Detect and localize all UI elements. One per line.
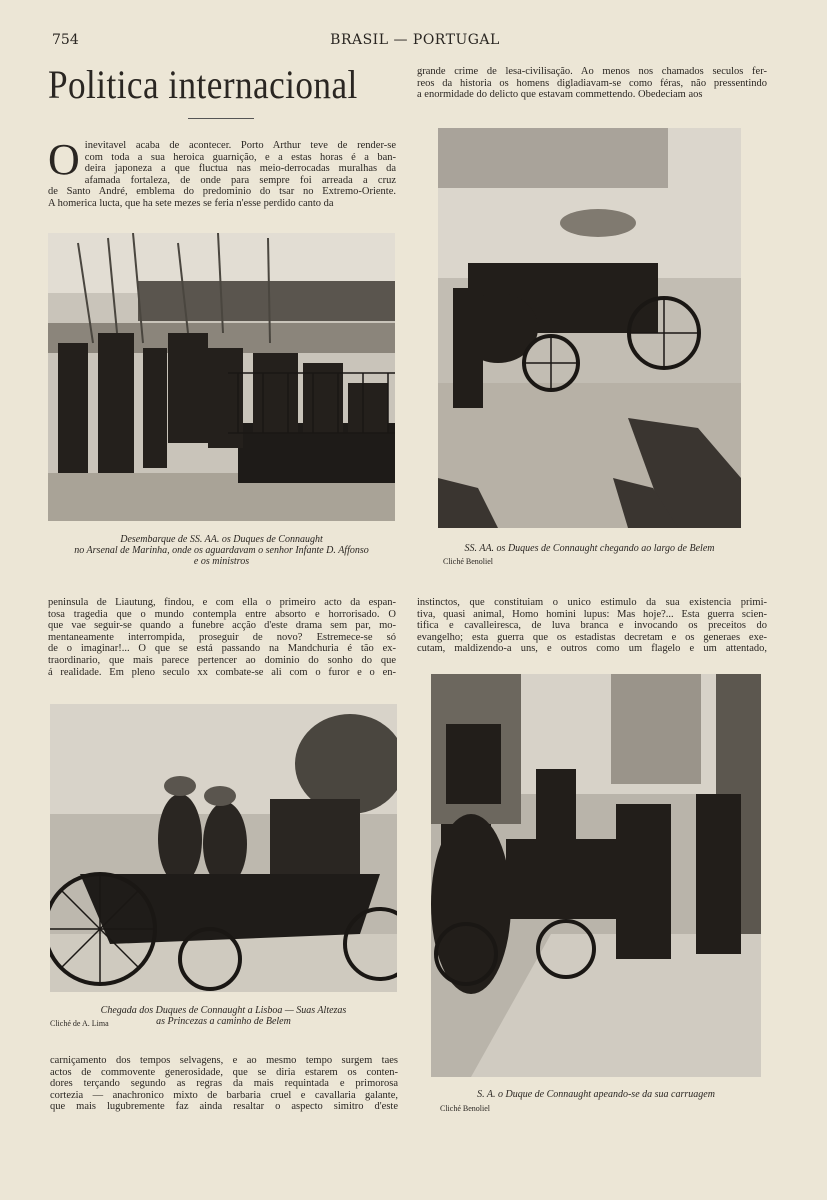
text-line: cortezia — anachronico mixto de barbaria cruel e cavallaria galante,	[50, 1089, 398, 1101]
text-line: que mais lugubremente faz ainda resaltar o aspecto simitro d'este	[50, 1101, 398, 1113]
article-title: Politica internacional	[48, 62, 358, 107]
text-line: grande crime de lesa-civilisação. Ao menos nos chamados seculos fer-	[417, 66, 767, 77]
caption-line: as Princezas a caminho de Belem	[156, 1016, 291, 1027]
text-line: dores terçando segundo as regras da mais requintada e primorosa	[50, 1078, 398, 1090]
text-line: instinctos, que constituiam o unico estimulo da sua existencia primi-	[417, 597, 767, 608]
photo-belem-carriage	[438, 128, 741, 528]
text-line: deira japoneza a que fluctua nas meio-derrocadas muralhas da	[84, 163, 396, 175]
text-line: de o imaginar!... O que se está passando na Mandchuria é tão ex-	[48, 643, 396, 655]
intro-paragraph	[48, 135, 396, 210]
text-line: com toda a sua heroica guarnição, e a estas horas é a ban-	[84, 151, 396, 163]
text-line: afamada fortaleza, de onde para sempre foi arreada a cruz	[84, 174, 396, 186]
photo-duke-credit: Cliché Benoliel	[440, 1104, 490, 1113]
text-line: á realidade. Em pleno seculo xx combate-se ali com o furor e o en-	[48, 666, 396, 678]
caption-line: Desembarque de SS. AA. os Duques de Connaught	[120, 534, 323, 545]
text-line: actos de commovente generosidade, que se diria estarem os conten-	[50, 1066, 398, 1078]
photo-duke-caption	[431, 1089, 761, 1100]
text-line: reos da historia os homens digladiavam-se como féras, não pressentindo	[417, 77, 767, 89]
text-line: tifica e cavalleiresca, de luva branca e invocando os preceitos do	[417, 620, 767, 632]
photo-princesses-caption	[50, 1005, 397, 1027]
text-line: de Santo André, emblema do predominio do tsar no Extremo-Oriente.	[48, 186, 396, 198]
text-line: inevitavel acaba de acontecer. Porto Arthur teve de render-se	[84, 140, 396, 151]
caption-line: no Arsenal de Marinha, onde os aguardavam o senhor Infante D. Affonso	[74, 545, 369, 556]
running-title: BRASIL — PORTUGAL	[330, 32, 500, 48]
drop-cap: O	[48, 135, 80, 184]
photo-arsenal-disembark	[48, 233, 395, 521]
photo-princesses-credit: Cliché de A. Lima	[50, 1019, 109, 1028]
text-line: traordinario, que mais parece pertencer ao dominio do sonho do que	[48, 654, 396, 666]
caption-line: S. A. o Duque de Connaught apeando-se da sua carruagem	[477, 1089, 715, 1100]
text-line: evangelho; esta guerra que os estadistas decretam e os generaes exe-	[417, 631, 767, 643]
page-number: 754	[52, 32, 79, 48]
text-line: a enormidade do delicto que estavam commettendo. Obedeciam aos	[417, 89, 703, 101]
caption-line: SS. AA. os Duques de Connaught chegando ao largo de Belem	[464, 543, 715, 554]
text-line: que vae seguir-se quando a funebre acção d'este drama sem par, mo-	[48, 620, 396, 632]
caption-line: Chegada dos Duques de Connaught a Lisboa — Suas Altezas	[100, 1005, 347, 1016]
photo-belem-credit: Cliché Benoliel	[443, 557, 493, 566]
right-middle-paragraph	[417, 597, 767, 655]
title-rule	[188, 118, 254, 119]
right-top-paragraph	[417, 66, 767, 101]
left-bottom-paragraph	[50, 1055, 398, 1113]
left-middle-paragraph	[48, 597, 396, 678]
photo-duke-alighting	[431, 674, 761, 1077]
text-line: cutam, maldizendo-a uns, e outros como um flagelo e um attentado,	[417, 643, 767, 655]
text-line: A homerica lucta, que ha sete mezes se feria n'esse perdido canto da	[48, 197, 334, 209]
text-line: peninsula de Liautung, findou, e com ella o primeiro acto da espan-	[48, 597, 396, 608]
caption-line: e os ministros	[193, 556, 250, 567]
photo-princesses-carriage	[50, 704, 397, 992]
text-line: tiva, quasi animal, Homo homini lupus: Mas hoje?... Esta guerra scien-	[417, 608, 767, 620]
text-line: carniçamento dos tempos selvagens, e ao mesmo tempo surgem taes	[50, 1055, 398, 1066]
text-line: tosa tragedia que o mundo contempla entre absorto e horrorisado. O	[48, 608, 396, 620]
photo-arsenal-caption	[48, 534, 395, 567]
photo-belem-caption	[438, 543, 741, 554]
text-line: mentaneamente interrompida, proseguir de novo? Estremece-se só	[48, 631, 396, 643]
